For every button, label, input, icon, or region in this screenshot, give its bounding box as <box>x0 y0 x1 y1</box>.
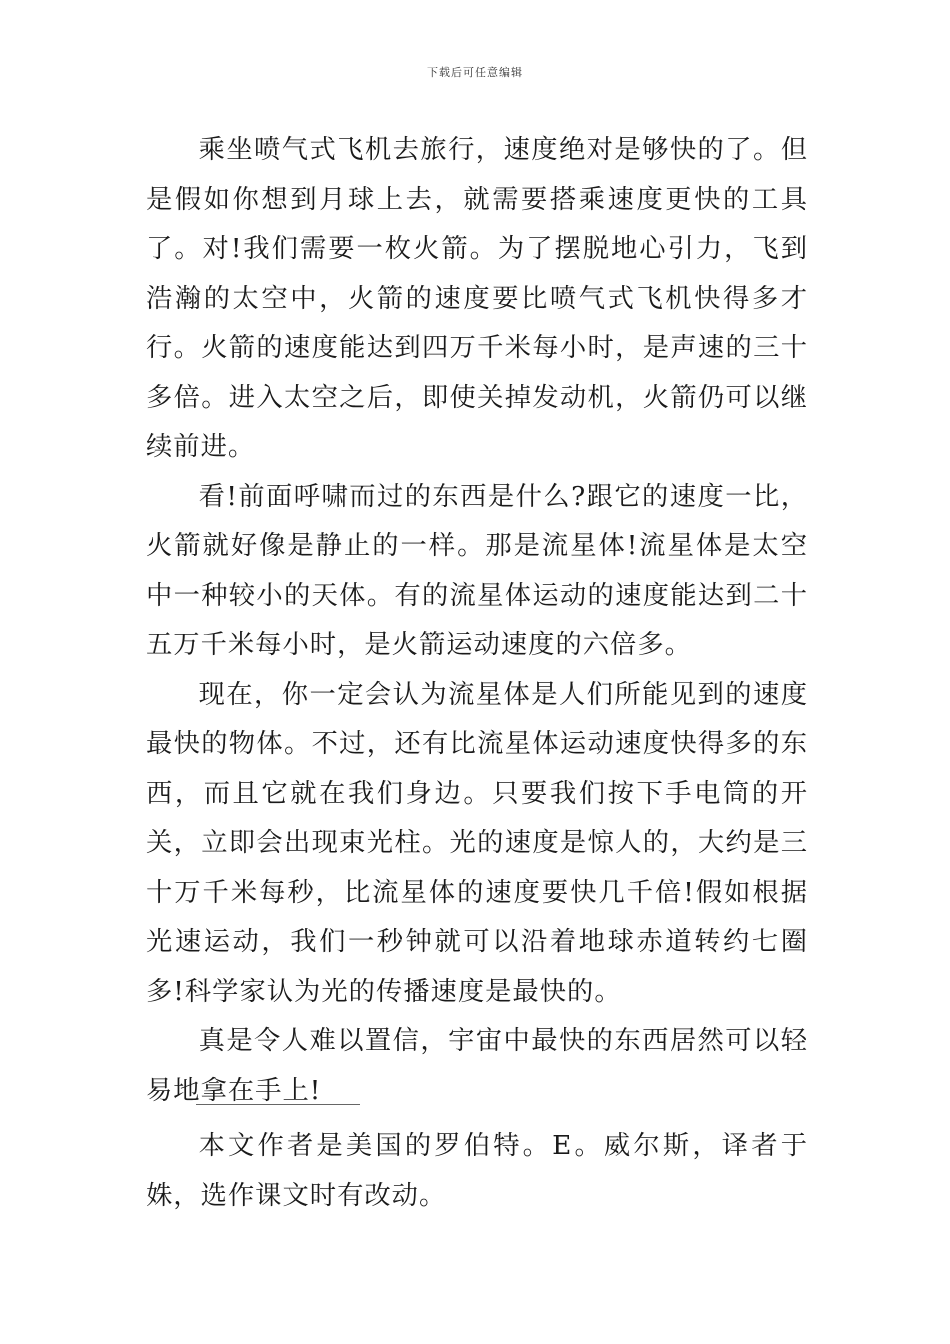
article-paragraph-4: 真是令人难以置信，宇宙中最快的东西居然可以轻易地拿在手上! <box>146 1026 808 1106</box>
article-paragraph-1: 乘坐喷气式飞机去旅行，速度绝对是够快的了。但是假如你想到月球上去，就需要搭乘速度更快的工具了。对!我们需要一枚火箭。为了摆脱地心引力，飞到浩瀚的太空中，火箭的速度要比喷气式飞机快得多才行。火箭的速度能达到四万千米每小时，是声速的三十多倍。进入太空之后，即使关掉发动机，火箭仍可以继续前进。 <box>146 135 808 462</box>
footnote-text: 本文作者是美国的罗伯特。E。威尔斯，译者于姝，选作课文时有改动。 <box>146 1131 808 1211</box>
article-paragraph-3: 现在，你一定会认为流星体是人们所能见到的速度最快的物体。不过，还有比流星体运动速度快得多的东西，而且它就在我们身边。只要我们按下手电筒的开关，立即会出现束光柱。光的速度是惊人的，大约是三十万千米每秒，比流星体的速度要快几千倍!假如根据光速运动，我们一秒钟就可以沿着地球赤道转约七圈多!科学家认为光的传播速度是最快的。 <box>146 679 808 1007</box>
footnote <box>146 1122 808 1221</box>
footnote-divider <box>196 1104 360 1105</box>
article-paragraph-2: 看!前面呼啸而过的东西是什么?跟它的速度一比，火箭就好像是静止的一样。那是流星体!流星体是太空中一种较小的天体。有的流星体运动的速度能达到二十五万千米每小时，是火箭运动速度的六倍多。 <box>146 481 808 660</box>
page-header-note: 下载后可任意编辑 <box>427 66 523 79</box>
article-body <box>146 126 808 1116</box>
